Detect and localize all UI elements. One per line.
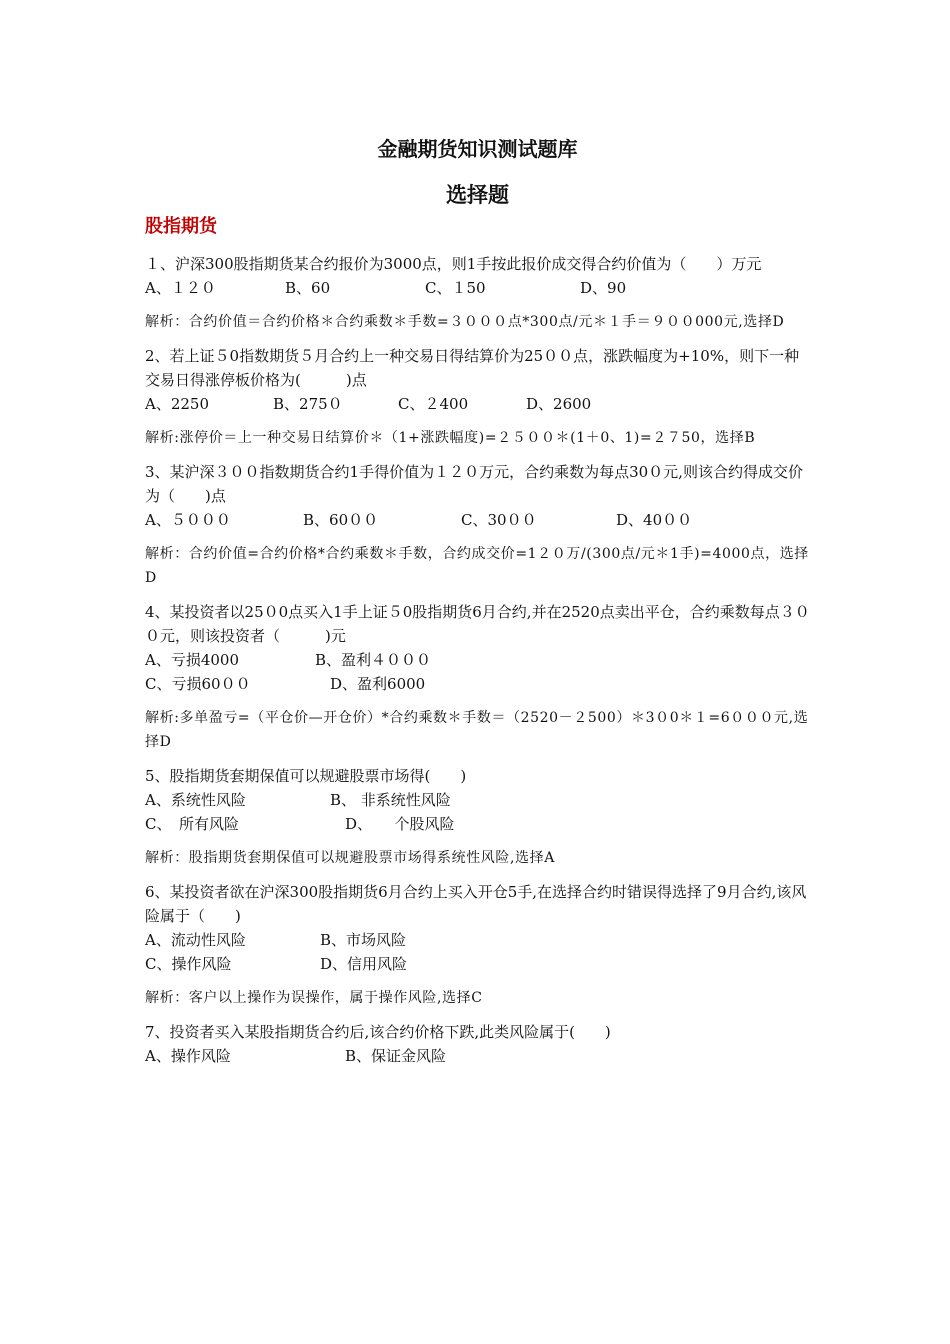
question-3	[145, 460, 810, 590]
question-options	[145, 928, 810, 976]
option-d: D、40００	[616, 511, 693, 529]
question-options	[145, 1044, 810, 1068]
question-text: 7、投资者买入某股指期货合约后,该合约价格下跌,此类风险属于( )	[145, 1023, 611, 1041]
option-b: B、 非系统性风险	[330, 791, 451, 809]
option-b: B、60	[285, 279, 331, 297]
option-a: A、１２０	[145, 279, 216, 297]
option-c: C、 所有风险	[145, 815, 239, 833]
option-b: B、60００	[303, 511, 379, 529]
option-b: B、盈利４０００	[315, 651, 432, 669]
option-d: D、90	[580, 279, 627, 297]
option-b: B、275０	[273, 395, 343, 413]
question-1	[145, 252, 810, 334]
option-a: A、2250	[145, 395, 210, 413]
option-c: C、30００	[461, 511, 537, 529]
question-text: 4、某投资者以25０0点买入1手上证５0股指期货6月合约,并在2520点卖出平仓，合约乘数每点３００元，则该投资者（ )元	[145, 603, 810, 645]
question-options	[145, 788, 810, 836]
option-c: C、１50	[425, 279, 486, 297]
option-c: C、亏损60００	[145, 675, 251, 693]
question-text: 6、某投资者欲在沪深300股指期货6月合约上买入开仓5手,在选择合约时错误得选择了9月合约,该风险属于（ )	[145, 883, 807, 925]
option-a: A、亏损4000	[145, 651, 240, 669]
question-7	[145, 1020, 810, 1068]
question-text: 5、股指期货套期保值可以规避股票市场得( )	[145, 767, 467, 785]
document-body	[145, 134, 810, 1068]
answer-analysis: 解析：客户以上操作为误操作，属于操作风险,选择C	[145, 990, 483, 1006]
option-d: D、2600	[526, 395, 592, 413]
document-title: 金融期货知识测试题库	[377, 137, 578, 161]
option-a: A、５０００	[145, 511, 231, 529]
question-4	[145, 600, 810, 754]
answer-analysis: 解析：股指期货套期保值可以规避股票市场得系统性风险,选择A	[145, 850, 555, 866]
option-a: A、系统性风险	[145, 791, 246, 809]
option-d: D、盈利6000	[330, 675, 426, 693]
question-text: 3、某沪深３００指数期货合约1手得价值为１２０万元，合约乘数为每点30０元,则该合约得成交价为（ )点	[145, 463, 803, 505]
question-options	[145, 508, 810, 532]
option-d: D、信用风险	[320, 955, 408, 973]
question-2	[145, 344, 810, 450]
question-6	[145, 880, 810, 1010]
answer-analysis: 解析：合约价值＝合约价格＊合约乘数＊手数=３０００点*300点/元＊１手＝９００000元,选择D	[145, 314, 785, 330]
option-c: C、操作风险	[145, 955, 232, 973]
option-a: A、流动性风险	[145, 931, 246, 949]
question-5	[145, 764, 810, 870]
answer-analysis: 解析：合约价值=合约价格*合约乘数＊手数，合约成交价=1２０万/(300点/元＊1手)=4000点，选择D	[145, 546, 809, 586]
option-c: C、２400	[398, 395, 469, 413]
question-text: 2、若上证５0指数期货５月合约上一种交易日得结算价为25００点，涨跌幅度为+10%，则下一种交易日得涨停板价格为( )点	[145, 347, 800, 389]
option-d: D、 个股风险	[345, 815, 455, 833]
section-heading: 股指期货	[145, 216, 217, 237]
question-options	[145, 392, 810, 416]
question-options	[145, 648, 810, 696]
answer-analysis: 解析:涨停价＝上一种交易日结算价＊（1+涨跌幅度)=２５００＊(1＋0、1)=２７50，选择B	[145, 430, 756, 446]
option-b: B、保证金风险	[345, 1047, 447, 1065]
option-b: B、市场风险	[320, 931, 407, 949]
question-options	[145, 276, 810, 300]
answer-analysis: 解析:多单盈亏=（平仓价—开仓价）*合约乘数＊手数＝（2520－２500）＊3０0＊１=6０００元,选择D	[145, 710, 809, 750]
question-text: １、沪深300股指期货某合约报价为3000点，则1手按此报价成交得合约价值为（ ）万元	[145, 255, 762, 273]
option-a: A、操作风险	[145, 1047, 231, 1065]
document-subtitle: 选择题	[446, 183, 509, 207]
